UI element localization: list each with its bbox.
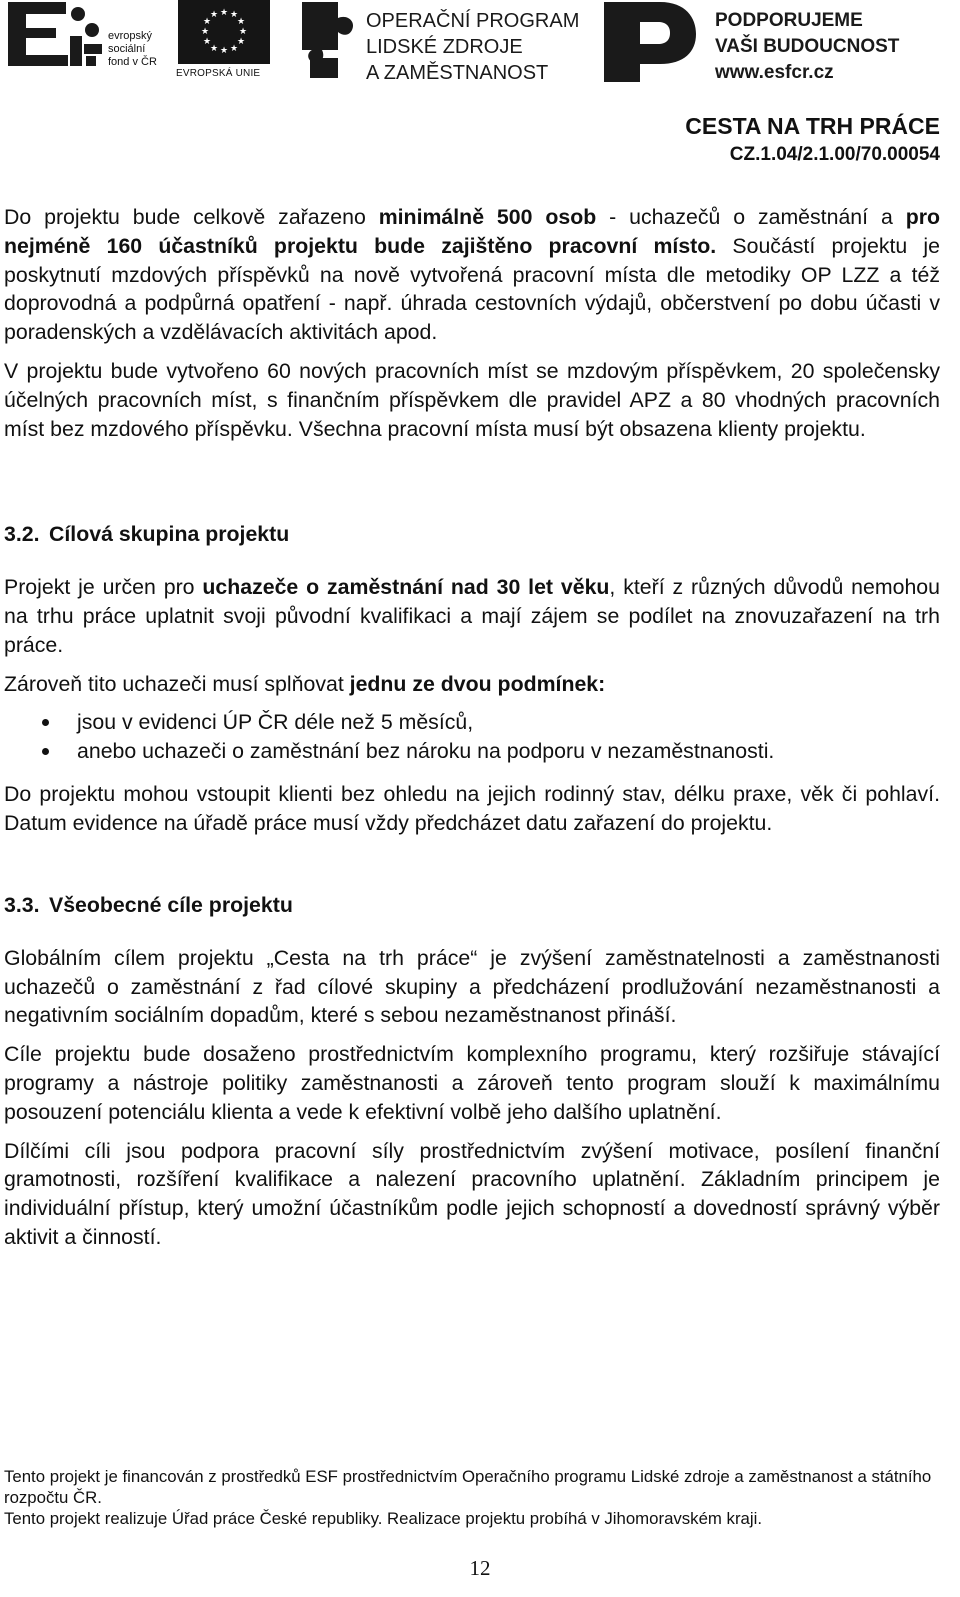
list-item: jsou v evidenci ÚP ČR déle než 5 měsíců, bbox=[4, 708, 940, 737]
svg-text:★: ★ bbox=[200, 27, 210, 37]
esf-logo-text: evropský sociální fond v ČR bbox=[108, 30, 157, 68]
page-number: 12 bbox=[469, 1556, 491, 1580]
section-heading-general-goals: 3.3. Všeobecné cíle projektu bbox=[4, 892, 293, 917]
svg-text:★: ★ bbox=[219, 8, 229, 18]
paragraph-conditions: Zároveň tito uchazeči musí splňovat jednu ze dvou podmínek: bbox=[4, 671, 606, 696]
svg-text:★: ★ bbox=[209, 10, 219, 20]
oplz-logo-text: OPERAČNÍ PROGRAM LIDSKÉ ZDROJE A ZAMĚSTNANOST bbox=[366, 10, 580, 84]
paragraph-intro: Do projektu bude celkově zařazeno minimálně 500 osob - uchazečů o zaměstnání a pro nejméně 160 účastníků projektu bude zajištěno pracovní místo. Součástí projektu je poskytnutí mzdových příspěvků na nově vytvořená pracovní místa dle metodiky OP LZZ a též doprovodná a podpůrná opatření - např. úhrada cestovních výdajů, občerstvení po dobu účasti v poradenských a vzdělávacích aktivitách apod. bbox=[4, 205, 941, 345]
eu-logo-text: EVROPSKÁ UNIE bbox=[176, 68, 261, 79]
svg-text:★: ★ bbox=[219, 46, 229, 56]
paragraph-job-places: V projektu bude vytvořeno 60 nových pracovních míst se mzdovým příspěvkem, 20 společensky účelných pracovních míst, s finančním příspěvkem dle pravidel APZ a 80 vhodných pracovních míst bez mzdového příspěvku. Všechna pracovní místa musí být obsazena klienty projektu. bbox=[4, 358, 940, 441]
section-heading-target-group: 3.2. Cílová skupina projektu bbox=[4, 522, 290, 547]
svg-text:★: ★ bbox=[202, 17, 212, 27]
eu-flag-icon bbox=[178, 0, 270, 64]
document-body bbox=[4, 203, 940, 1252]
bullet-icon bbox=[42, 748, 49, 755]
footer-funding-text: Tento projekt je financován z prostředků ESF prostřednictvím Operačního programu Lidské zdroje a zaměstnanost a státního rozpočtu ČR. bbox=[4, 1467, 932, 1507]
list-item: anebo uchazeči o zaměstnání bez nároku na podporu v nezaměstnanosti. bbox=[4, 737, 940, 766]
svg-text:★: ★ bbox=[236, 17, 246, 27]
bullet-icon bbox=[42, 719, 49, 726]
page-footer bbox=[4, 1466, 944, 1529]
puzzle-logo-icon bbox=[300, 0, 360, 80]
paragraph-target-group: Projekt je určen pro uchazeče o zaměstnání nad 30 let věku, kteří z různých důvodů nemohou na trhu práce uplatnit svoji původní kvalifikaci a mají zájem se podílet na znovuzařazení na trh práce. bbox=[4, 575, 940, 657]
project-code: CZ.1.04/2.1.00/70.00054 bbox=[729, 144, 940, 165]
svg-text:★: ★ bbox=[209, 44, 219, 54]
svg-text:★: ★ bbox=[229, 10, 239, 20]
svg-text:★: ★ bbox=[238, 27, 248, 37]
paragraph-eligibility: Do projektu mohou vstoupit klienti bez ohledu na jejich rodinný stav, délku praxe, věk či pohlaví. Datum evidence na úřadě práce musí vždy předcházet datu zařazení do projektu. bbox=[4, 782, 940, 836]
podporujeme-logo-text: PODPORUJEME VAŠI BUDOUCNOST www.esfcr.cz bbox=[715, 10, 900, 83]
esf-logo-icon bbox=[6, 0, 106, 80]
paragraph-global-goal: Globálním cílem projektu „Cesta na trh práce“ je zvýšení zaměstnatelnosti a zaměstnanosti uchazečů o zaměstnání z řad cílové skupiny a předcházení prodlužování nezaměstnanosti a negativním sociálním dopadům, které s sebou nezaměstnanost přináší. bbox=[4, 945, 940, 1028]
footer-implementation-text: Tento projekt realizuje Úřad práce České republiky. Realizace projektu probíhá v Jihomoravském kraji. bbox=[4, 1509, 762, 1528]
paragraph-partial-goals: Dílčími cíli jsou podpora pracovní síly prostřednictvím zvýšení motivace, posílení finanční gramotnosti, rozšíření kvalifikace a nalezení pracovního uplatnění. Základním principem je individuální přístup, který umožní účastníkům podle jejich schopností a dovedností správný výběr aktivit a činností. bbox=[4, 1138, 940, 1249]
p-logo-icon bbox=[600, 0, 700, 84]
conditions-list bbox=[4, 708, 940, 766]
svg-text:★: ★ bbox=[202, 37, 212, 47]
logo-bar bbox=[0, 0, 960, 96]
project-title: CESTA NA TRH PRÁCE bbox=[685, 113, 940, 139]
svg-text:★: ★ bbox=[229, 44, 239, 54]
svg-text:★: ★ bbox=[236, 37, 246, 47]
eu-stars-icon bbox=[178, 0, 270, 64]
paragraph-program: Cíle projektu bude dosaženo prostřednictvím komplexního programu, který rozšiřuje stávající programy a nástroje politiky zaměstnanosti a zároveň tento program slouží k maximálnímu posouzení potenciálu klienta a vede k efektivní volbě jeho dalšího uplatnění. bbox=[4, 1042, 940, 1124]
